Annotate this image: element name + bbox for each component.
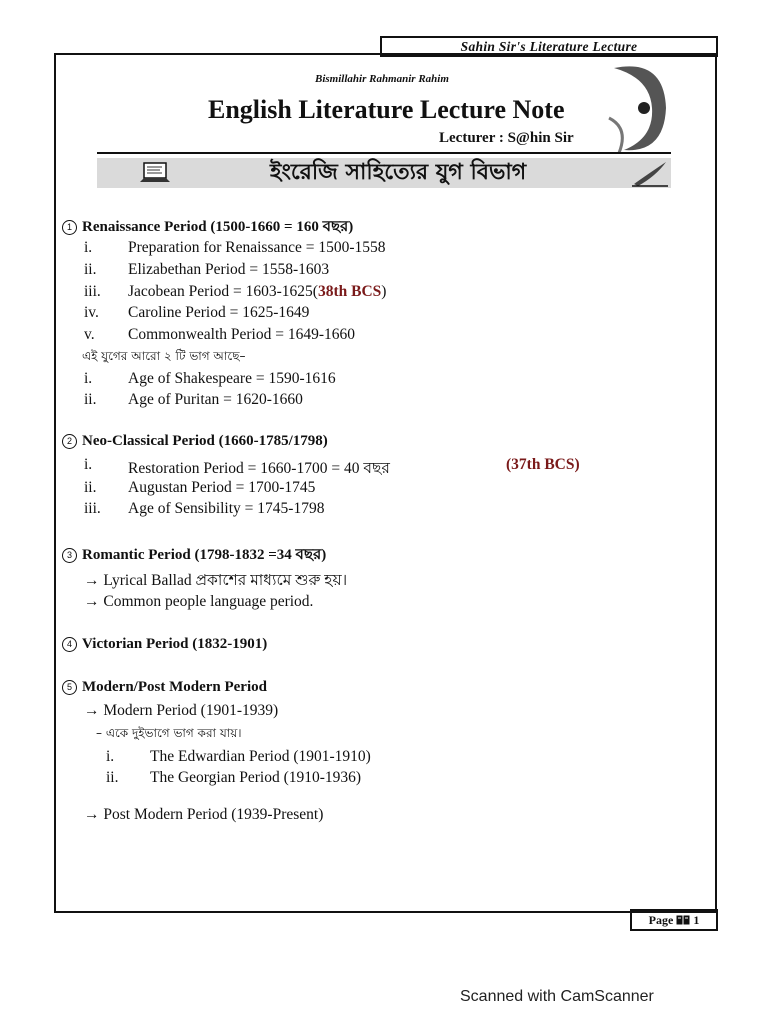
arrow-icon: → (84, 593, 100, 610)
banner-title: ইংরেজি সাহিত্যের যুগ বিভাগ (270, 160, 527, 185)
arrow-icon: → (84, 702, 100, 719)
title-divider (97, 152, 671, 154)
section-heading: 2 Neo-Classical Period (1660-1785/1798) (62, 433, 328, 450)
header-label: Sahin Sir's Literature Lecture (380, 36, 718, 57)
page-label: Page (648, 913, 674, 927)
section-heading: 5 Modern/Post Modern Period (62, 679, 267, 696)
number-badge: 3 (62, 548, 77, 563)
section-note: – একে দুইভাগে ভাগ করা যায়। (96, 726, 242, 740)
section-heading: 1 Renaissance Period (1500-1660 = 160 বছর) (62, 215, 353, 240)
page-number: 1 (693, 913, 700, 927)
section-heading: 4 Victorian Period (1832-1901) (62, 636, 267, 653)
arrow-icon: → (84, 572, 100, 589)
page-title: English Literature Lecture Note (208, 95, 565, 124)
number-badge: 5 (62, 680, 77, 695)
laptop-icon (138, 160, 174, 186)
arrow-item: → Common people language period. (84, 593, 314, 610)
lecturer-name: Lecturer : S@hin Sir (439, 130, 574, 146)
number-badge: 4 (62, 637, 77, 652)
page-number-box (630, 909, 718, 931)
section-note: এই যুগের আরো ২ টি ভাগ আছে– (82, 349, 246, 363)
arrow-item: → Lyrical Ballad প্রকাশের মাধ্যমে শুরু হয়। (84, 572, 348, 589)
arrow-item: → Modern Period (1901-1939) (84, 702, 279, 719)
number-badge: 1 (62, 220, 77, 235)
arrow-icon: → (84, 806, 100, 823)
bcs-tag: 38th BCS (317, 283, 382, 300)
book-icon (676, 915, 690, 925)
section-heading: 3 Romantic Period (1798-1832 =34 বছর) (62, 543, 326, 568)
bismillah-text: Bismillahir Rahmanir Rahim (315, 73, 449, 85)
number-badge: 2 (62, 434, 77, 449)
arrow-item: → Post Modern Period (1939-Present) (84, 806, 324, 823)
camscanner-watermark: Scanned with CamScanner (460, 988, 654, 1005)
bcs-tag: (37th BCS) (506, 456, 580, 473)
quill-icon (630, 160, 670, 188)
ornament-icon (604, 58, 674, 158)
